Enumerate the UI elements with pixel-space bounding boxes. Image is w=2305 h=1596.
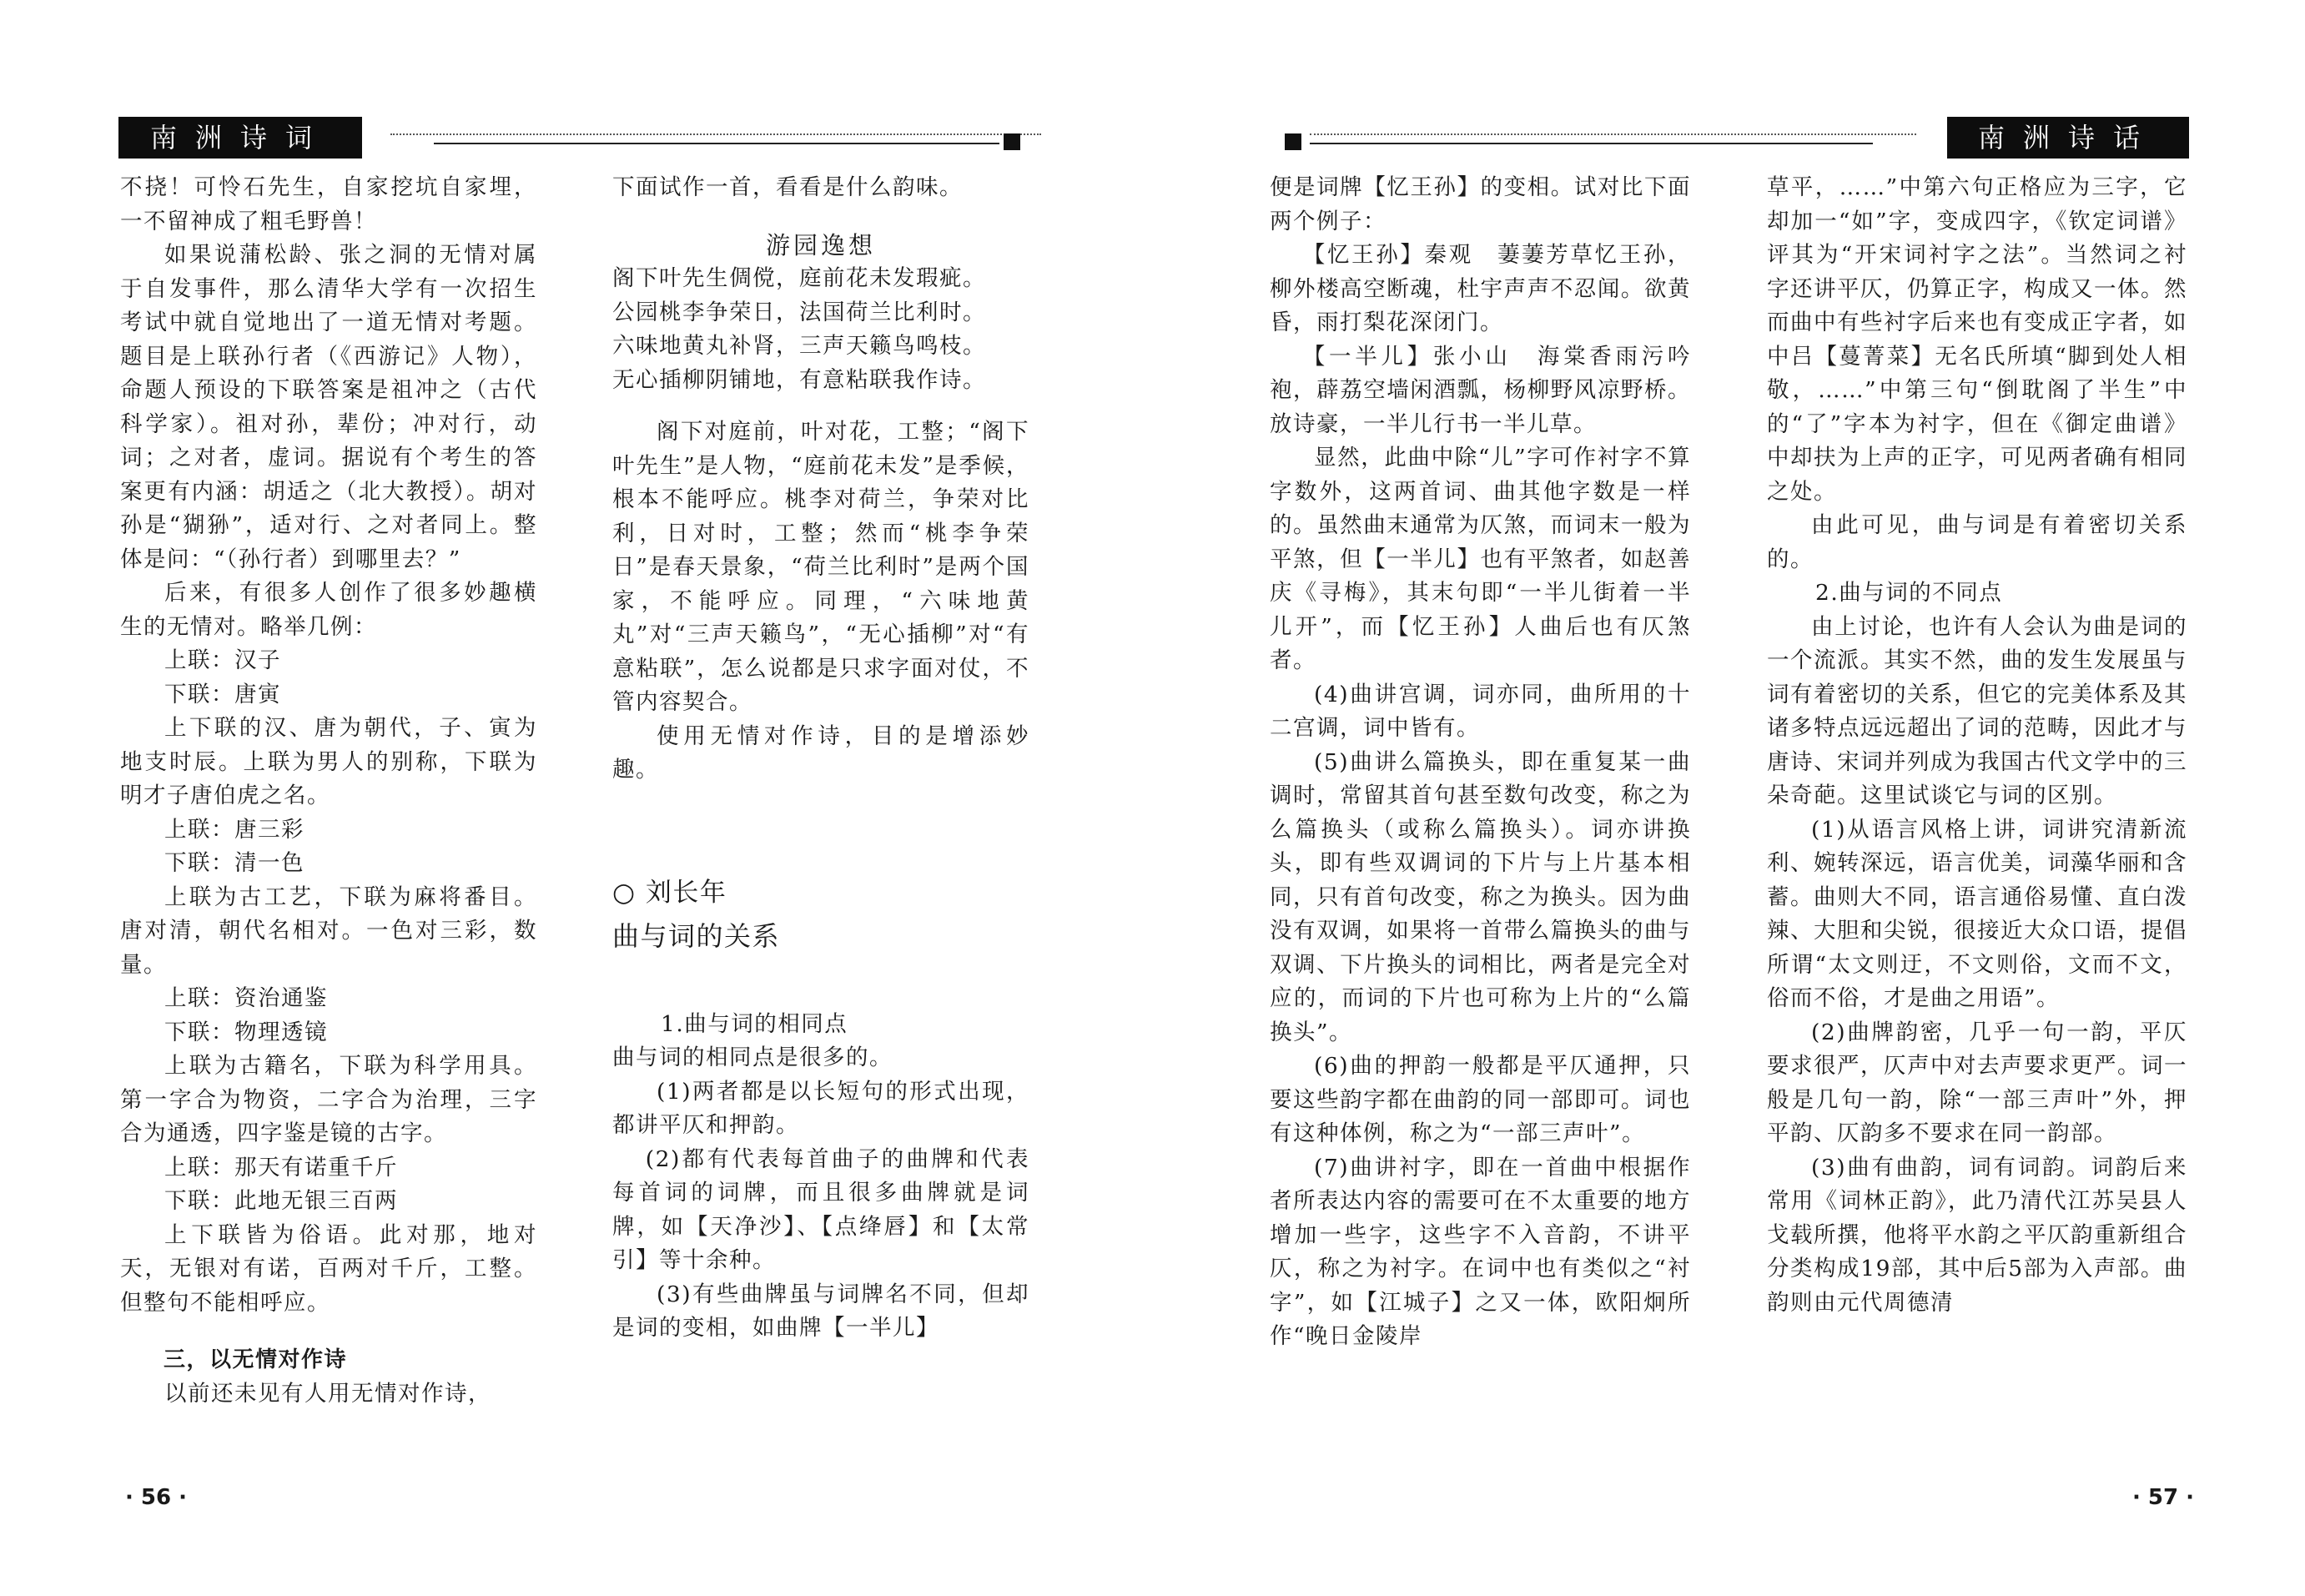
poem-title: 游园逸想 bbox=[765, 230, 876, 259]
paragraph: 上下联皆为俗语。此对那，地对天，无银对有诺，百两对千斤，工整。但整句不能相呼应。 bbox=[120, 1221, 537, 1316]
header-square-right bbox=[1285, 133, 1301, 150]
article-author: ○ 刘长年 bbox=[612, 877, 727, 908]
paragraph: 由上讨论，也许有人会认为曲是词的一个流派。其实不然，曲的发生发展虽与词有着密切的关系，但它的完美体系及其诸多特点远远超出了词的范畴，因此才与唐诗、宋词并列成为我国古代文学中的三朵奇葩。这里试谈它与词的区别。 bbox=[1767, 613, 2187, 808]
poem-line: 六味地黄丸补肾，三声天籁鸟鸣枝。 bbox=[612, 333, 986, 359]
page-number-left: · 56 · bbox=[125, 1485, 188, 1510]
paragraph: (3)曲有曲韵，词有词韵。词韵后来常用《词林正韵》，此乃清代江苏吴县人戈载所撰，他将平水韵之平仄韵重新组合分类构成19部，其中后5部为入声部。曲韵则由元代周德清 bbox=[1767, 1154, 2187, 1316]
paragraph: 后来，有很多人创作了很多妙趣横生的无情对。略举几例： bbox=[120, 580, 537, 640]
poem-line: 阁下叶先生倜傥，庭前花未发瑕疵。 bbox=[612, 265, 986, 291]
section-header-right: 南洲诗话 bbox=[1947, 117, 2189, 159]
article-title: 曲与词的关系 bbox=[612, 919, 781, 952]
couplet-line: 上联：那天有诺重千斤 bbox=[164, 1154, 398, 1181]
text-column-1 bbox=[120, 171, 537, 1411]
paragraph: 不挠！可怜石先生，自家挖坑自家埋，一不留神成了粗毛野兽！ bbox=[120, 174, 537, 234]
paragraph: (1)从语言风格上讲，词讲究清新流利、婉转深远，语言优美，词藻华丽和含蓄。曲则大不同，语言通俗易懂、直白泼辣、大胆和尖锐，很接近大众口语，提倡所谓“太文则迂，不文则俗，文而不文，俗而不俗，才是曲之用语”。 bbox=[1767, 816, 2187, 1011]
text-column-4 bbox=[1767, 171, 2187, 1320]
page-number-right: · 57 · bbox=[2132, 1485, 2195, 1510]
couplet-line: 下联：物理透镜 bbox=[164, 1019, 328, 1045]
paragraph: (4)曲讲宫调，词亦同，曲所用的十二宫调，词中皆有。 bbox=[1270, 681, 1691, 741]
example-verse: 【一半儿】张小山 海棠香雨污吟袍，薜荔空墙闲酒瓢，杨柳野风凉野桥。放诗豪，一半儿行书一半儿草。 bbox=[1270, 343, 1691, 437]
paragraph: (2)都有代表每首曲子的曲牌和代表每首词的词牌，而且很多曲牌就是词牌，如【天净沙】、【点绛唇】和【太常引】等十余种。 bbox=[612, 1145, 1029, 1273]
header-dotted-rule-right bbox=[1310, 133, 1916, 135]
poem-line: 无心插柳阴铺地，有意粘联我作诗。 bbox=[612, 366, 986, 393]
couplet-line: 下联：唐寅 bbox=[164, 681, 281, 707]
section-heading: 三，以无情对作诗 bbox=[164, 1347, 348, 1372]
header-dotted-rule-left bbox=[390, 133, 1041, 135]
couplet-line: 下联：此地无银三百两 bbox=[164, 1188, 398, 1214]
paragraph: (5)曲讲么篇换头，即在重复某一曲调时，常留其首句甚至数句改变，称之为么篇换头（或称么篇换头）。词亦讲换头，即有些双调词的下片与上片基本相同，只有首句改变，称之为换头。因为曲没有双调，如果将一首带么篇换头的曲与双调、下片换头的词相比，两者是完全对应的，而词的下片也可称为上片的“么篇换头”。 bbox=[1270, 748, 1691, 1045]
paragraph: (7)曲讲衬字，即在一首曲中根据作者所表达内容的需要可在不太重要的地方增加一些字，这些字不入音韵，不讲平仄，称之为衬字。在词中也有类似之“衬字”，如【江城子】之又一体，欧阳炯所作“晚日金陵岸 bbox=[1270, 1154, 1691, 1349]
paragraph: 阁下对庭前，叶对花，工整；“阁下叶先生”是人物，“庭前花未发”是季候，根本不能呼应。桃李对荷兰，争荣对比利，日对时，工整；然而“桃李争荣日”是春天景象，“荷兰比利时”是两个国家，不能呼应。同理，“六味地黄丸”对“三声天籁鸟”，“无心插柳”对“有意粘联”，怎么说都是只求字面对仗，不管内容契合。 bbox=[612, 419, 1029, 715]
paragraph: 以前还未见有人用无情对作诗， bbox=[164, 1380, 491, 1407]
section-header-left: 南洲诗词 bbox=[118, 117, 362, 159]
paragraph: 上联为古籍名，下联为科学用具。第一字合为物资，二字合为治理，三字合为通透，四字鉴是镜的古字。 bbox=[120, 1053, 537, 1146]
text-column-3 bbox=[1270, 171, 1691, 1354]
couplet-line: 上联：汉子 bbox=[164, 647, 281, 673]
paragraph: 下面试作一首，看看是什么韵味。 bbox=[612, 174, 963, 200]
paragraph: (1)两者都是以长短句的形式出现，都讲平仄和押韵。 bbox=[612, 1078, 1029, 1138]
subsection-heading: 1.曲与词的相同点 bbox=[661, 1010, 848, 1037]
paragraph: (2)曲牌韵密，几乎一句一韵，平仄要求很严，仄声中对去声要求更严。词一般是几句一韵，除“一部三声叶”外，押平韵、仄韵多不要求在同一韵部。 bbox=[1767, 1019, 2187, 1146]
paragraph: 如果说蒲松龄、张之洞的无情对属于自发事件，那么清华大学有一次招生考试中就自觉地出了一道无情对考题。题目是上联孙行者（《西游记》人物），命题人预设的下联答案是祖冲之（古代科学家）。祖对孙，辈份；冲对行，动词；之对者，虚词。据说有个考生的答案更有内涵：胡适之（北大教授）。胡对孙是“猢狲”，适对行、之对者同上。整体是问：“（孙行者）到哪里去？” bbox=[120, 242, 537, 572]
paragraph: 上联为古工艺，下联为麻将番目。唐对清，朝代名相对。一色对三彩，数量。 bbox=[120, 884, 537, 978]
paragraph: 上下联的汉、唐为朝代，子、寅为地支时辰。上联为男人的别称，下联为明才子唐伯虎之名。 bbox=[120, 715, 537, 808]
header-solid-rule-right bbox=[1310, 143, 1873, 144]
example-verse: 【忆王孙】秦观 萋萋芳草忆王孙，柳外楼高空断魂，杜宇声声不忍闻。欲黄昏，雨打梨花深闭门。 bbox=[1270, 242, 1691, 335]
header-square-left bbox=[1004, 133, 1020, 150]
paragraph: 由此可见，曲与词是有着密切关系的。 bbox=[1767, 512, 2187, 572]
paragraph: 显然，此曲中除“儿”字可作衬字不算字数外，这两首词、曲其他字数是一样的。虽然曲末通常为仄煞，而词末一般为平煞，但【一半儿】也有平煞者，如赵善庆《寻梅》，其末句即“一半儿街着一半儿开”，而【忆王孙】人曲后也有仄煞者。 bbox=[1270, 445, 1691, 673]
couplet-line: 上联：唐三彩 bbox=[164, 816, 304, 843]
paragraph: (6)曲的押韵一般都是平仄通押，只要这些韵字都在曲韵的同一部即可。词也有这种体例，称之为“一部三声叶”。 bbox=[1270, 1053, 1691, 1146]
text-column-2 bbox=[612, 171, 1029, 1346]
paragraph: 曲与词的相同点是很多的。 bbox=[612, 1045, 893, 1070]
couplet-line: 上联：资治通鉴 bbox=[164, 985, 328, 1011]
paragraph: 便是词牌【忆王孙】的变相。试对比下面两个例子： bbox=[1270, 174, 1691, 234]
paragraph: 使用无情对作诗，目的是增添妙趣。 bbox=[612, 722, 1029, 783]
subsection-heading: 2.曲与词的不同点 bbox=[1815, 580, 2003, 606]
paragraph: (3)有些曲牌虽与词牌名不同，但却是词的变相，如曲牌【一半儿】 bbox=[612, 1281, 1029, 1341]
couplet-line: 下联：清一色 bbox=[164, 850, 304, 876]
header-solid-rule-left bbox=[434, 143, 999, 144]
poem-line: 公园桃李争荣日，法国荷兰比利时。 bbox=[612, 299, 986, 325]
paragraph: 草平，……”中第六句正格应为三字，它却加一“如”字，变成四字，《钦定词谱》评其为“开宋词衬字之法”。当然词之衬字还讲平仄，仍算正字，构成又一体。然而曲中有些衬字后来也有变成正字者，如中吕【蔓菁菜】无名氏所填“脚到处人相敬，……”中第三句“倒耽阁了半生”中的“了”字本为衬字，但在《御定曲谱》中却扶为上声的正字，可见两者确有相同之处。 bbox=[1767, 174, 2187, 505]
